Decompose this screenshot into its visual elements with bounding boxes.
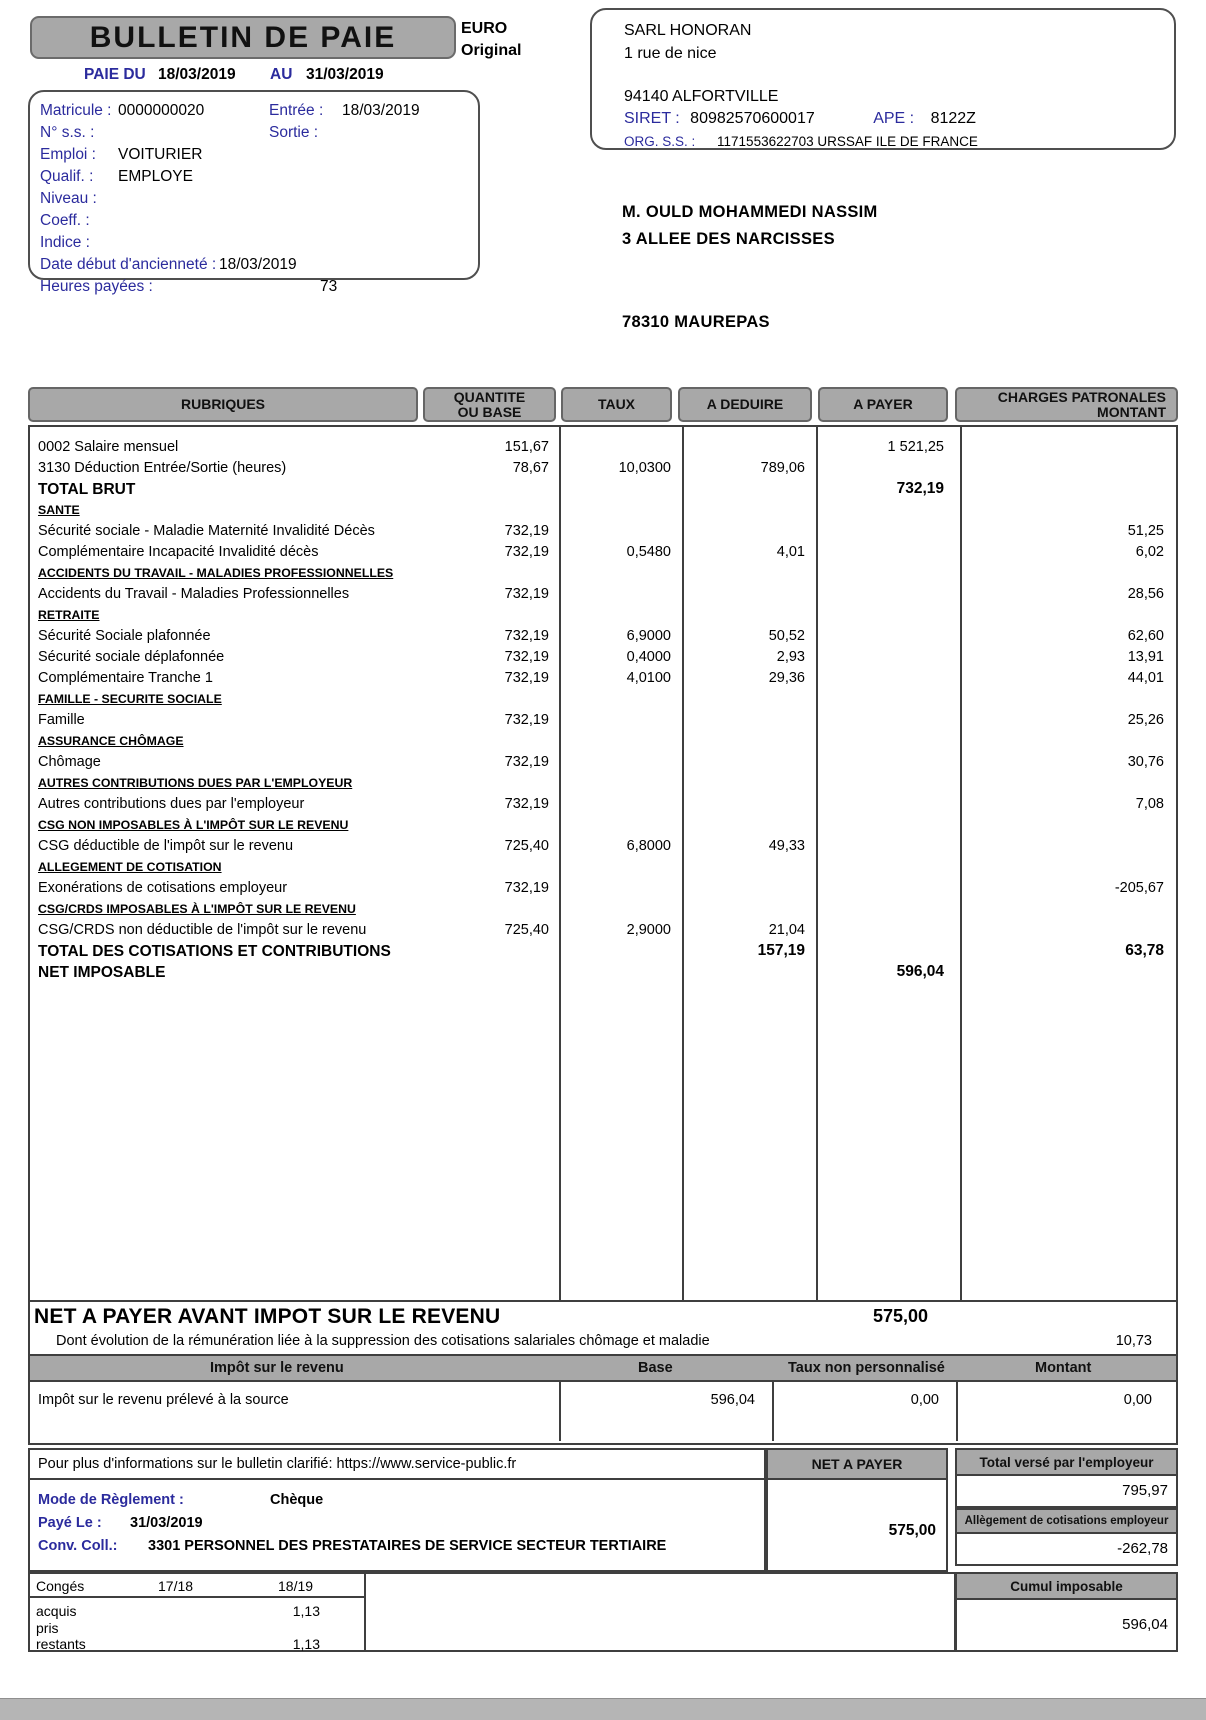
siret-value: 80982570600017	[690, 110, 815, 127]
employer-box	[590, 8, 1176, 150]
niveau-label: Niveau :	[40, 190, 97, 207]
header-quantite-line1: QUANTITE	[453, 388, 526, 405]
rubrique-patronal: 25,26	[1127, 711, 1164, 728]
qualif-value: EMPLOYE	[118, 168, 193, 185]
rubrique-label: TOTAL DES COTISATIONS ET CONTRIBUTIONS	[38, 942, 391, 960]
rubrique-deduire: 789,06	[760, 459, 805, 476]
impot-table-header	[30, 1354, 1176, 1382]
conv-coll-label: Conv. Coll.:	[38, 1538, 118, 1554]
rubrique-base: 732,19	[504, 627, 549, 644]
header-quantite-line2: OU BASE	[457, 403, 522, 420]
net-impot-box	[28, 1302, 1178, 1445]
column-divider	[956, 1382, 958, 1441]
paye-le-label: Payé Le :	[38, 1515, 102, 1531]
nss-label: N° s.s. :	[40, 124, 95, 141]
impot-montant-value: 0,00	[1123, 1392, 1152, 1408]
rubrique-row	[30, 751, 1176, 772]
copy-type-label: Original	[461, 42, 522, 59]
entree-value: 18/03/2019	[342, 102, 420, 119]
rubrique-label: AUTRES CONTRIBUTIONS DUES PAR L'EMPLOYEUR	[38, 775, 353, 790]
qualif-label: Qualif. :	[40, 168, 94, 185]
conges-header-row	[30, 1574, 364, 1598]
conges-col-18-19: 18/19	[278, 1578, 314, 1594]
heures-value: 73	[320, 278, 338, 295]
org-ss-label: ORG. S.S. :	[624, 134, 696, 149]
recipient-street: 3 ALLEE DES NARCISSES	[622, 230, 835, 248]
net-avant-impot-value: 575,00	[872, 1306, 928, 1326]
rubrique-patronal: 62,60	[1127, 627, 1164, 644]
header-charges-line2: MONTANT	[1097, 403, 1166, 420]
rubrique-row	[30, 814, 1176, 835]
footer-info-box	[28, 1448, 766, 1572]
rubrique-base: 151,67	[504, 438, 549, 455]
rubrique-row	[30, 646, 1176, 667]
paye-le-value: 31/03/2019	[130, 1515, 203, 1531]
impot-taux-value: 0,00	[910, 1392, 939, 1408]
ape-label: APE :	[873, 110, 915, 127]
rubrique-base: 732,19	[504, 753, 549, 770]
conges-divider	[364, 1574, 366, 1650]
rubrique-label: Sécurité sociale déplafonnée	[38, 648, 225, 665]
mode-reglement-value: Chèque	[270, 1492, 324, 1508]
rubrique-row	[30, 667, 1176, 688]
conges-acquis-value: 1,13	[292, 1603, 320, 1619]
info-line: Pour plus d'informations sur le bulletin clarifié: https://www.service-public.fr	[30, 1450, 764, 1480]
heures-label: Heures payées :	[40, 278, 153, 295]
org-ss-value: 1171553622703 URSSAF ILE DE FRANCE	[717, 134, 978, 149]
rubrique-label: CSG déductible de l'impôt sur le revenu	[38, 837, 294, 854]
rubrique-patronal: 6,02	[1135, 543, 1164, 560]
allegement-header: Allègement de cotisations employeur	[955, 1508, 1178, 1534]
rubrique-patronal: 13,91	[1127, 648, 1164, 665]
rubrique-row	[30, 562, 1176, 583]
rubrique-payer: 1 521,25	[887, 438, 944, 455]
period-to-date: 31/03/2019	[306, 66, 384, 83]
rubrique-taux: 6,8000	[626, 837, 671, 854]
rubrique-base: 732,19	[504, 669, 549, 686]
rubrique-deduire: 157,19	[757, 941, 805, 959]
rubrique-label: Autres contributions dues par l'employeur	[38, 795, 305, 812]
rubrique-row	[30, 772, 1176, 793]
impot-base-value: 596,04	[710, 1392, 755, 1408]
rubrique-row	[30, 856, 1176, 877]
rubrique-taux: 6,9000	[626, 627, 671, 644]
entree-label: Entrée :	[269, 102, 324, 119]
rubrique-taux: 0,5480	[626, 543, 671, 560]
conges-acquis-label: acquis	[36, 1603, 77, 1619]
rubrique-deduire: 21,04	[768, 921, 805, 938]
rubrique-row	[30, 898, 1176, 919]
rubrique-base: 725,40	[504, 921, 549, 938]
conges-pris-label: pris	[36, 1620, 59, 1636]
conv-coll-value: 3301 PERSONNEL DES PRESTATAIRES DE SERVICE SECTEUR TERTIAIRE	[148, 1538, 667, 1554]
period-from-label: PAIE DU	[84, 66, 146, 83]
employer-name: SARL HONORAN	[624, 22, 752, 39]
column-divider	[559, 1382, 561, 1441]
rubrique-label: 3130 Déduction Entrée/Sortie (heures)	[38, 459, 287, 476]
impot-row-label: Impôt sur le revenu prélevé à la source	[38, 1392, 289, 1408]
net-a-payer-header: NET A PAYER	[768, 1450, 946, 1480]
rubrique-label: CSG/CRDS IMPOSABLES À L'IMPÔT SUR LE REVENU	[38, 901, 356, 916]
header-charges-line1: CHARGES PATRONALES	[997, 388, 1166, 405]
rubrique-deduire: 2,93	[776, 648, 805, 665]
rubrique-patronal: 44,01	[1127, 669, 1164, 686]
impot-table-row	[30, 1382, 1176, 1441]
rubrique-label: ACCIDENTS DU TRAVAIL - MALADIES PROFESSIONNELLES	[38, 565, 394, 580]
rubrique-label: CSG/CRDS non déductible de l'impôt sur le revenu	[38, 921, 367, 938]
rubrique-row	[30, 499, 1176, 520]
rubrique-label: ASSURANCE CHÔMAGE	[38, 733, 184, 748]
rubrique-patronal: 30,76	[1127, 753, 1164, 770]
rubrique-row	[30, 961, 1176, 982]
rubrique-deduire: 29,36	[768, 669, 805, 686]
rubrique-taux: 2,9000	[626, 921, 671, 938]
rubrique-row	[30, 919, 1176, 940]
rubrique-label: SANTE	[38, 502, 80, 517]
org-ss-line	[624, 134, 978, 149]
mode-reglement-label: Mode de Règlement :	[38, 1492, 184, 1508]
emploi-value: VOITURIER	[118, 146, 203, 163]
conges-restants-value: 1,13	[292, 1636, 320, 1652]
rubrique-row	[30, 583, 1176, 604]
rubrique-base: 732,19	[504, 711, 549, 728]
conges-title: Congés	[36, 1578, 85, 1594]
siret-label: SIRET :	[624, 110, 680, 127]
cumul-imposable-value: 596,04	[955, 1600, 1178, 1652]
rubriques-table-header	[28, 387, 1178, 423]
header-charges	[955, 387, 1178, 422]
payslip-title: BULLETIN DE PAIE	[30, 16, 456, 59]
rubrique-row	[30, 835, 1176, 856]
anciennete-label: Date début d'ancienneté :	[40, 256, 217, 273]
rubrique-base: 732,19	[504, 522, 549, 539]
siret-line	[624, 110, 976, 128]
header-deduire	[678, 387, 812, 422]
net-a-payer-cell	[766, 1448, 948, 1572]
rubrique-label: NET IMPOSABLE	[38, 963, 166, 981]
rubrique-row	[30, 436, 1176, 457]
rubrique-row	[30, 604, 1176, 625]
matricule-value: 0000000020	[118, 102, 205, 119]
total-employeur-header: Total versé par l'employeur	[955, 1448, 1178, 1476]
rubrique-row	[30, 520, 1176, 541]
page-bottom-strip	[0, 1698, 1206, 1720]
rubrique-row	[30, 709, 1176, 730]
rubrique-label: Accidents du Travail - Maladies Professionnelles	[38, 585, 350, 602]
rubrique-patronal: 51,25	[1127, 522, 1164, 539]
conges-restants-label: restants	[36, 1636, 86, 1652]
rubrique-label: CSG NON IMPOSABLES À L'IMPÔT SUR LE REVENU	[38, 817, 349, 832]
currency-label: EURO	[461, 20, 508, 37]
rubrique-row	[30, 478, 1176, 499]
rubrique-label: Sécurité Sociale plafonnée	[38, 627, 211, 644]
rubrique-label: Complémentaire Tranche 1	[38, 669, 213, 686]
header-payer	[818, 387, 948, 422]
impot-header-label: Impôt sur le revenu	[210, 1360, 344, 1376]
header-deduire-label: A DEDUIRE	[706, 396, 784, 412]
rubrique-taux: 0,4000	[626, 648, 671, 665]
rubrique-patronal: 63,78	[1125, 941, 1164, 959]
rubrique-base: 732,19	[504, 543, 549, 560]
rubrique-taux: 4,0100	[626, 669, 671, 686]
header-payer-label: A PAYER	[853, 396, 913, 412]
matricule-label: Matricule :	[40, 102, 112, 119]
recipient-name: M. OULD MOHAMMEDI NASSIM	[622, 203, 878, 221]
anciennete-value: 18/03/2019	[219, 256, 297, 273]
rubrique-row	[30, 688, 1176, 709]
rubrique-row	[30, 541, 1176, 562]
rubrique-label: Chômage	[38, 753, 101, 770]
rubriques-rows	[30, 436, 1176, 982]
rubrique-base: 732,19	[504, 879, 549, 896]
rubrique-base: 78,67	[512, 459, 549, 476]
header-taux-label: TAUX	[597, 396, 636, 412]
rubrique-patronal: 7,08	[1135, 795, 1164, 812]
rubrique-base: 732,19	[504, 648, 549, 665]
conges-table	[28, 1572, 956, 1652]
coeff-label: Coeff. :	[40, 212, 90, 229]
rubrique-payer: 732,19	[896, 479, 944, 497]
cumul-imposable-header: Cumul imposable	[955, 1572, 1178, 1600]
rubrique-label: Complémentaire Incapacité Invalidité décès	[38, 543, 319, 560]
header-rubriques	[28, 387, 418, 422]
rubrique-row	[30, 625, 1176, 646]
employee-info-box	[28, 90, 480, 295]
indice-label: Indice :	[40, 234, 90, 251]
emploi-label: Emploi :	[40, 146, 96, 163]
rubrique-taux: 10,0300	[618, 459, 671, 476]
allegement-value: -262,78	[955, 1534, 1178, 1566]
rubrique-label: RETRAITE	[38, 607, 100, 622]
period-from-date: 18/03/2019	[158, 66, 236, 83]
rubrique-label: 0002 Salaire mensuel	[38, 438, 179, 455]
recipient-city: 78310 MAUREPAS	[622, 313, 770, 331]
rubrique-row	[30, 793, 1176, 814]
sortie-label: Sortie :	[269, 124, 319, 141]
rubrique-base: 732,19	[504, 795, 549, 812]
rubrique-label: Sécurité sociale - Maladie Maternité Invalidité Décès	[38, 522, 375, 539]
rubrique-base: 725,40	[504, 837, 549, 854]
net-note: Dont évolution de la rémunération liée à la suppression des cotisations salariales chômage et maladie	[56, 1333, 710, 1349]
net-a-payer-value: 575,00	[888, 1522, 936, 1539]
ape-value: 8122Z	[930, 110, 976, 127]
rubrique-deduire: 4,01	[776, 543, 805, 560]
rubriques-table-body	[28, 425, 1178, 1302]
net-avant-impot-label: NET A PAYER AVANT IMPOT SUR LE REVENU	[34, 1305, 501, 1328]
header-quantite	[423, 387, 556, 422]
conges-col-17-18: 17/18	[158, 1578, 194, 1594]
rubrique-label: Exonérations de cotisations employeur	[38, 879, 288, 896]
impot-header-taux: Taux non personnalisé	[788, 1360, 945, 1376]
rubrique-label: TOTAL BRUT	[38, 480, 136, 498]
total-employeur-value: 795,97	[955, 1476, 1178, 1508]
rubrique-row	[30, 940, 1176, 961]
header-taux	[561, 387, 672, 422]
rubrique-deduire: 49,33	[768, 837, 805, 854]
employer-city: 94140 ALFORTVILLE	[624, 88, 779, 105]
rubrique-label: FAMILLE - SECURITE SOCIALE	[38, 691, 222, 706]
header-rubriques-label: RUBRIQUES	[180, 396, 265, 412]
rubrique-label: ALLEGEMENT DE COTISATION	[38, 859, 222, 874]
rubrique-base: 732,19	[504, 585, 549, 602]
net-note-value: 10,73	[1115, 1333, 1152, 1349]
rubrique-deduire: 50,52	[768, 627, 805, 644]
rubrique-patronal: -205,67	[1114, 879, 1164, 896]
column-divider	[772, 1382, 774, 1441]
rubrique-row	[30, 457, 1176, 478]
rubrique-row	[30, 730, 1176, 751]
rubrique-patronal: 28,56	[1127, 585, 1164, 602]
impot-header-base: Base	[638, 1360, 673, 1376]
rubrique-payer: 596,04	[896, 962, 944, 980]
rubrique-row	[30, 877, 1176, 898]
period-to-label: AU	[270, 66, 293, 83]
impot-header-montant: Montant	[1035, 1360, 1092, 1376]
employer-street: 1 rue de nice	[624, 45, 717, 62]
rubrique-label: Famille	[38, 711, 85, 728]
